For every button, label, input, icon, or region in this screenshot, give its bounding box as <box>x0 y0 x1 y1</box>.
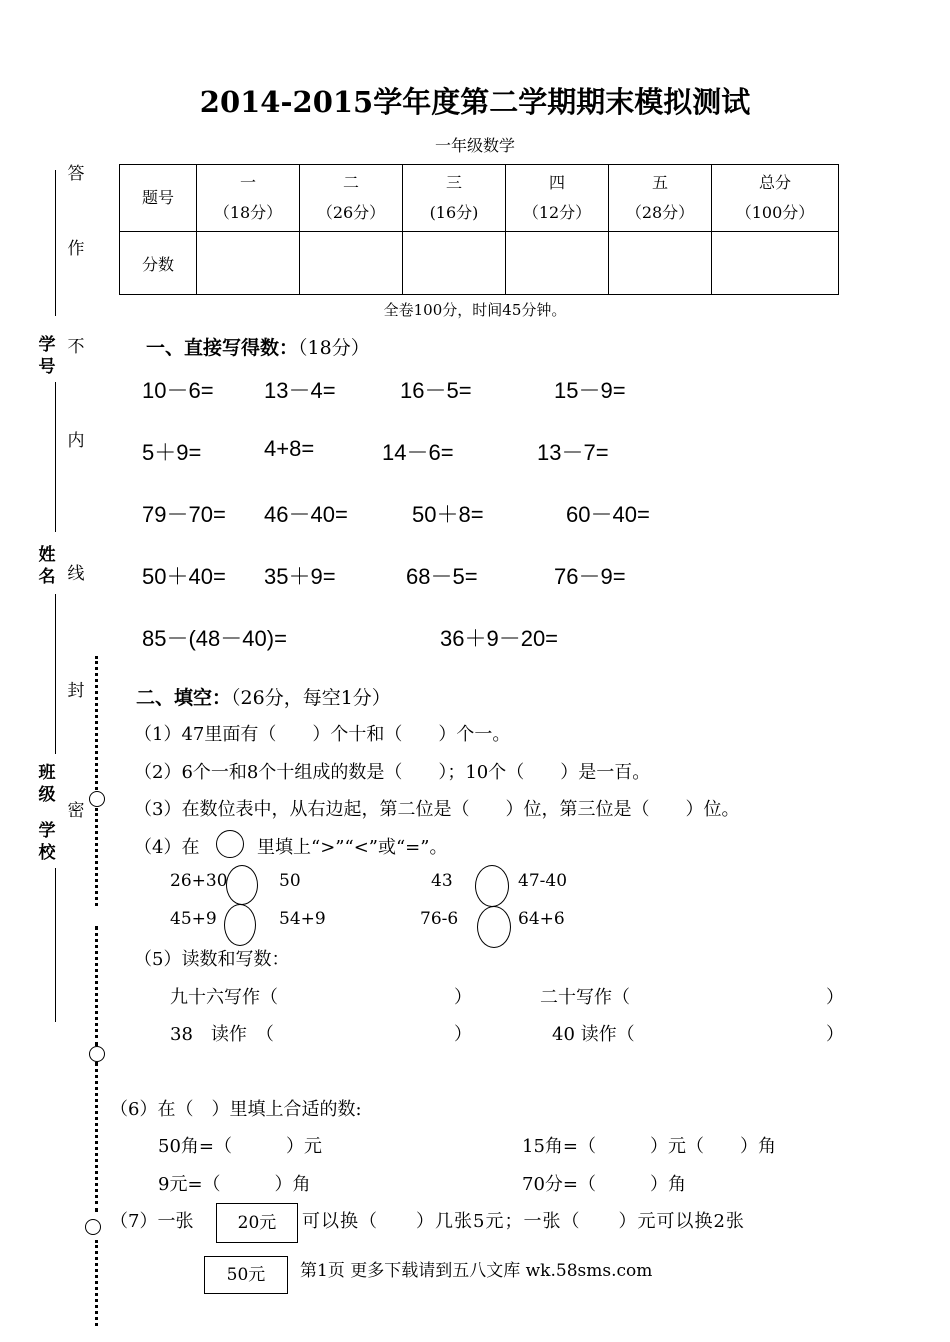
margin-seal-char: 内 <box>67 431 85 451</box>
question-6: （6）在（ ）里填上合适的数: <box>110 1099 362 1120</box>
seal-circle-icon <box>89 791 105 807</box>
margin-line <box>55 594 56 754</box>
calc-item: 4+8= <box>264 436 315 461</box>
column-header: 总分 （100分） <box>712 165 839 232</box>
seal-dotted-line <box>95 926 98 1046</box>
seal-dotted-line <box>95 656 98 790</box>
calc-item: 10－6= <box>142 378 214 403</box>
seal-dotted-line <box>95 808 98 906</box>
margin-label-class: 班级 <box>38 763 56 805</box>
margin-label-school: 学校 <box>38 821 56 863</box>
read-write-close: ） <box>454 987 472 1008</box>
margin-seal-char: 封 <box>67 681 85 701</box>
margin-label-student-id: 学号 <box>38 335 56 377</box>
compare-oval-icon[interactable] <box>475 865 509 907</box>
score-cell[interactable] <box>506 232 609 295</box>
compare-right: 54+9 <box>279 909 326 929</box>
compare-left: 43 <box>431 871 453 891</box>
page-footer: 第1页 更多下载请到五八文库 wk.58sms.com <box>300 1261 653 1281</box>
read-write-label: 九十六写作（ <box>170 987 278 1008</box>
unit-conversion: 9元=（ ）角 <box>158 1174 311 1195</box>
column-header: 三 (16分) <box>403 165 506 232</box>
seal-dotted-line <box>95 1062 98 1212</box>
page-subtitle: 一年级数学 <box>434 136 515 155</box>
column-header: 五 （28分） <box>609 165 712 232</box>
unit-conversion: 50角=（ ）元 <box>158 1136 322 1157</box>
unit-conversion: 70分=（ ）角 <box>522 1174 686 1195</box>
calc-item: 60－40= <box>566 502 650 527</box>
calc-item: 68－5= <box>406 564 478 589</box>
calc-item: 79－70= <box>142 502 226 527</box>
margin-seal-char: 作 <box>67 239 85 259</box>
margin-line <box>55 170 56 316</box>
calc-item: 50＋8= <box>412 502 484 527</box>
calc-item: 35＋9= <box>264 564 336 589</box>
question-4-suffix: 里填上“>”“<”或“=”。 <box>257 837 448 858</box>
score-cell[interactable] <box>403 232 506 295</box>
score-cell[interactable] <box>712 232 839 295</box>
score-cell[interactable] <box>609 232 712 295</box>
score-cell[interactable] <box>197 232 300 295</box>
compare-oval-icon[interactable] <box>224 904 256 946</box>
calc-item: 46－40= <box>264 502 348 527</box>
margin-seal-char: 线 <box>67 564 85 584</box>
compare-right: 64+6 <box>518 909 565 929</box>
compare-left: 26+30 <box>170 871 228 891</box>
seal-circle-icon <box>85 1219 101 1235</box>
section1-heading: 一、直接写得数：（18分） <box>146 337 370 359</box>
read-write-label: 40 读作（ <box>552 1024 635 1045</box>
calc-item: 16－5= <box>400 378 472 403</box>
calc-item: 14－6= <box>382 440 454 465</box>
compare-right: 50 <box>279 871 301 891</box>
question-3: （3）在数位表中，从右边起，第二位是（ ）位，第三位是（ ）位。 <box>134 799 740 820</box>
calc-item: 15－9= <box>554 378 626 403</box>
score-label: 分数 <box>120 232 197 295</box>
section2-heading: 二、填空：（26分，每空1分） <box>136 687 391 709</box>
compare-right: 47-40 <box>518 871 568 891</box>
compare-left: 76-6 <box>420 909 459 929</box>
exam-note: 全卷100分，时间45分钟。 <box>383 301 567 319</box>
calc-item: 50＋40= <box>142 564 226 589</box>
compare-oval-icon[interactable] <box>477 906 511 948</box>
header-label: 题号 <box>120 165 197 232</box>
page-title: 2014-2015学年度第二学期期末模拟测试 <box>199 85 751 119</box>
banknote-20: 20元 <box>216 1203 298 1243</box>
margin-seal-char: 密 <box>67 801 85 821</box>
margin-label-name: 姓名 <box>38 545 56 587</box>
question-1: （1）47里面有（ ）个十和（ ）个一。 <box>134 724 511 745</box>
question-4-prefix: （4）在 <box>134 837 200 858</box>
calc-item: 76－9= <box>554 564 626 589</box>
compare-left: 45+9 <box>170 909 217 929</box>
question-2: （2）6个一和8个十组成的数是（ ）；10个（ ）是一百。 <box>134 762 651 783</box>
read-write-close: ） <box>826 1024 844 1045</box>
calc-item: 13－7= <box>537 440 609 465</box>
banknote-50: 50元 <box>204 1256 288 1294</box>
column-header: 二 （26分） <box>300 165 403 232</box>
read-write-label: 38 读作 （ <box>170 1024 274 1045</box>
question-7-prefix: （7）一张 <box>110 1211 194 1232</box>
question-5: （5）读数和写数： <box>134 949 290 970</box>
seal-circle-icon <box>89 1046 105 1062</box>
read-write-close: ） <box>826 987 844 1008</box>
seal-dotted-line <box>95 1240 98 1326</box>
margin-line <box>55 382 56 532</box>
calc-item: 36＋9－20= <box>440 626 559 651</box>
read-write-close: ） <box>454 1024 472 1045</box>
margin-seal-char: 答 <box>67 164 85 184</box>
unit-conversion: 15角=（ ）元（ ）角 <box>522 1136 776 1157</box>
calc-item: 85－(48－40)= <box>142 626 287 651</box>
read-write-label: 二十写作（ <box>540 987 630 1008</box>
question-7-suffix: 可以换（ ）几张5元；一张（ ）元可以换2张 <box>302 1211 745 1232</box>
compare-circle-icon <box>216 830 244 858</box>
margin-seal-char: 不 <box>67 337 85 357</box>
calc-item: 5＋9= <box>142 440 202 465</box>
column-header: 一 （18分） <box>197 165 300 232</box>
margin-line <box>55 868 56 1022</box>
column-header: 四 （12分） <box>506 165 609 232</box>
calc-item: 13－4= <box>264 378 336 403</box>
score-table <box>119 164 839 295</box>
compare-oval-icon[interactable] <box>226 865 258 905</box>
score-cell[interactable] <box>300 232 403 295</box>
